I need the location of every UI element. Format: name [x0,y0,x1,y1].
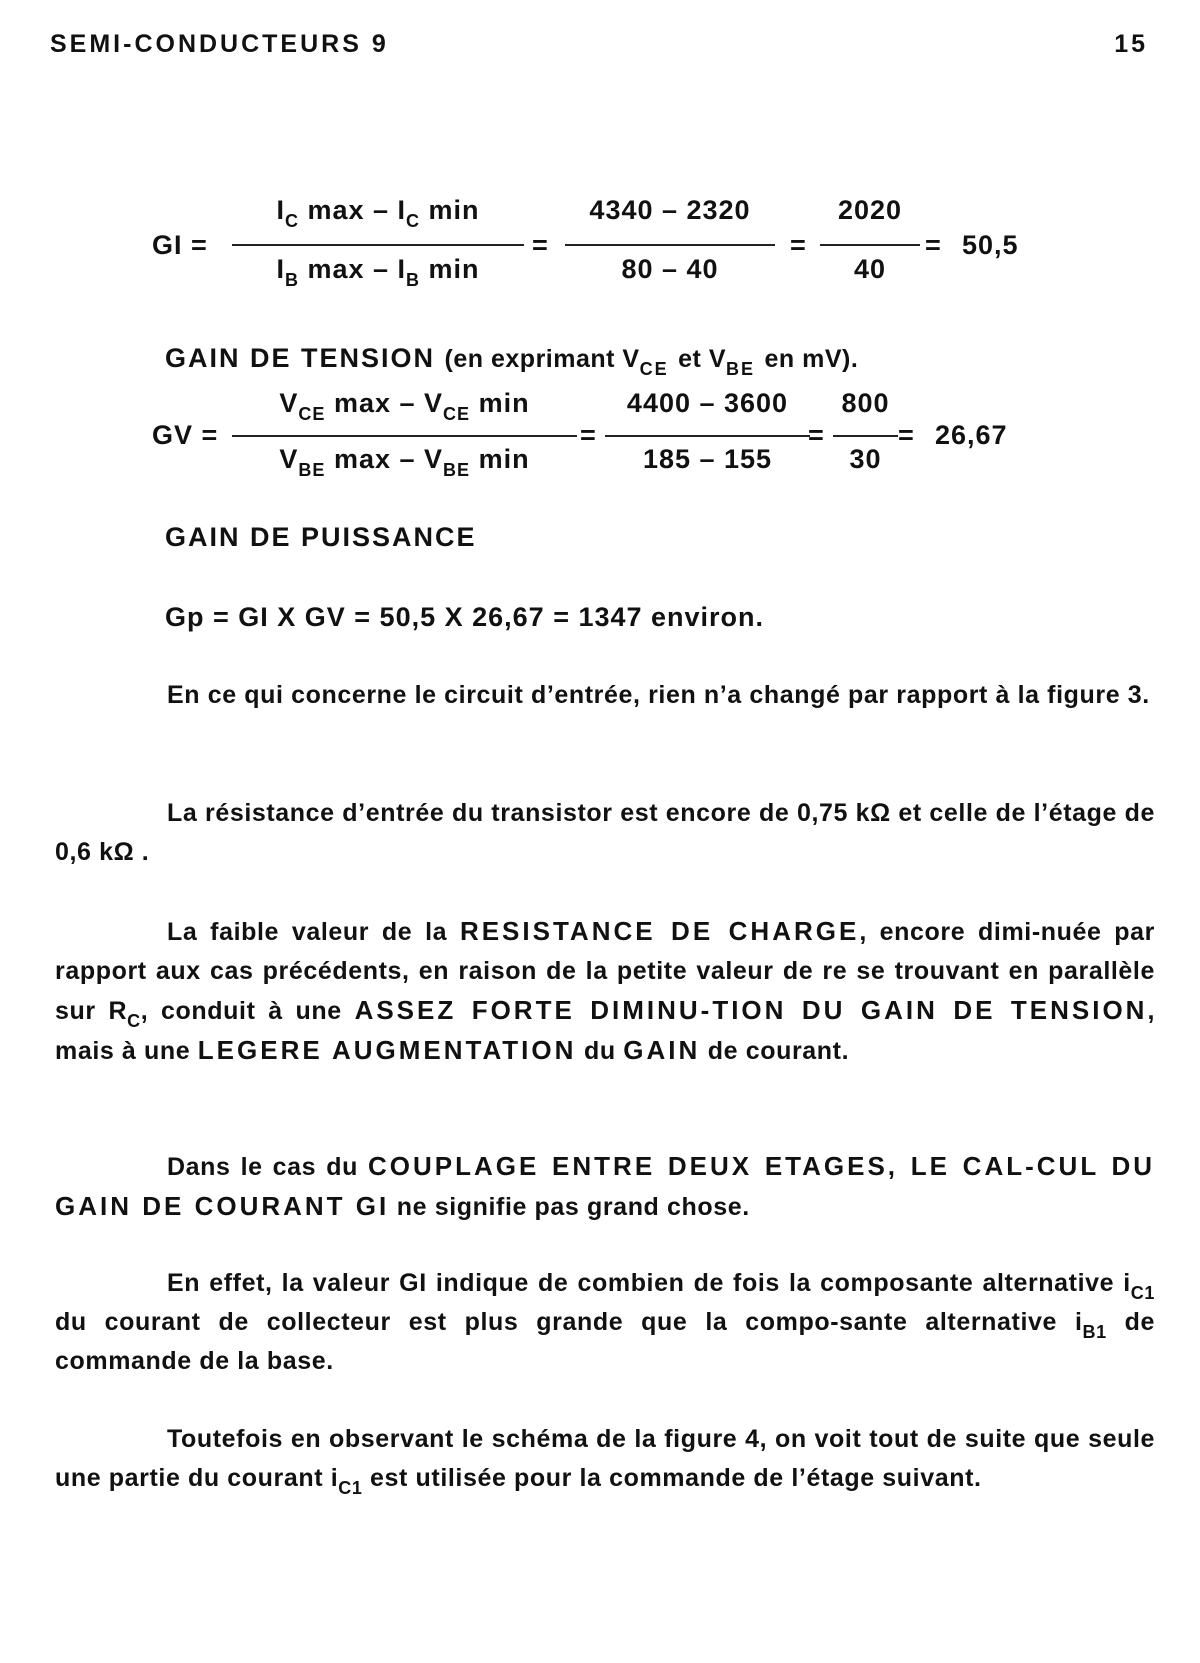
gi-fraction-simplified: 2020 40 [820,195,920,295]
gv-fraction-symbolic: $V_{CE}$ max – $V_{CE}$ min $V_{BE}$ max – $V_{BE}$ min [232,388,577,488]
gain-tension-heading: GAIN DE TENSION (en exprimant $V_{CE}$ et $V_{BE}$ en mV). [165,343,859,379]
fraction-bar [232,435,577,437]
gv-equals-3: = [898,420,915,450]
running-title: SEMI-CONDUCTEURS 9 [50,30,389,58]
gi-equals-3: = [925,230,942,260]
fraction-bar [833,435,898,437]
paragraph-resistance-charge: La faible valeur de la RESISTANCE DE CHARGE, encore dimi-nuée par rapport aux cas précédents, en raison de la petite valeur de re se trouvant en parallèle sur $R_C$, conduit à une ASSEZ FORTE DIMINU-TION DU GAIN DE TENSION, mais à une LEGERE AUGMENTATION du GAIN de courant. [55,916,1156,1065]
gi-equals-1: = [532,230,549,260]
gv-equals-2: = [808,420,825,450]
page-number: 15 [1114,30,1148,58]
paragraph-couplage: Dans le cas du COUPLAGE ENTRE DEUX ETAGES, LE CAL-CUL DU GAIN DE COURANT GI ne signifie pas grand chose. [55,1151,1156,1221]
gi-fraction-symbolic: $I_C$ max – $I_C$ min $I_B$ max – $I_B$ min [232,195,524,295]
gv-fraction-simplified: 800 30 [833,388,898,488]
gain-puissance-heading: GAIN DE PUISSANCE [165,522,477,552]
gp-formula: Gp = GI X GV = 50,5 X 26,67 = 1347 environ. [165,602,765,632]
gv-result: 26,67 [935,420,1008,450]
paragraph-circuit-entree: En ce qui concerne le circuit d’entrée, rien n’a changé par rapport à la figure 3. [167,681,1150,709]
gi-fraction-values: 4340 – 2320 80 – 40 [565,195,775,295]
gv-lhs: GV = [152,420,219,450]
gi-equals-2: = [790,230,807,260]
gi-lhs: GI = [152,230,208,260]
gi-result: 50,5 [962,230,1019,260]
fraction-bar [605,435,810,437]
paragraph-en-effet: En effet, la valeur GI indique de combien de fois la composante alternative $i_{C1}$ du courant de collecteur est plus grande que la compo-sante alternative $i_{B1}$ de commande de la base. [55,1269,1156,1375]
paragraph-resistance-entree: La résistance d’entrée du transistor est encore de 0,75 kΩ et celle de l’étage de 0,6 kΩ . [55,799,1155,866]
paragraph-toutefois: Toutefois en observant le schéma de la figure 4, on voit tout de suite que seule une partie du courant $i_{C1}$ est utilisée pour la commande de l’étage suivant. [55,1425,1155,1498]
gv-fraction-values: 4400 – 3600 185 – 155 [605,388,810,488]
gv-formula [0,0,1200,520]
gv-equals-1: = [580,420,597,450]
